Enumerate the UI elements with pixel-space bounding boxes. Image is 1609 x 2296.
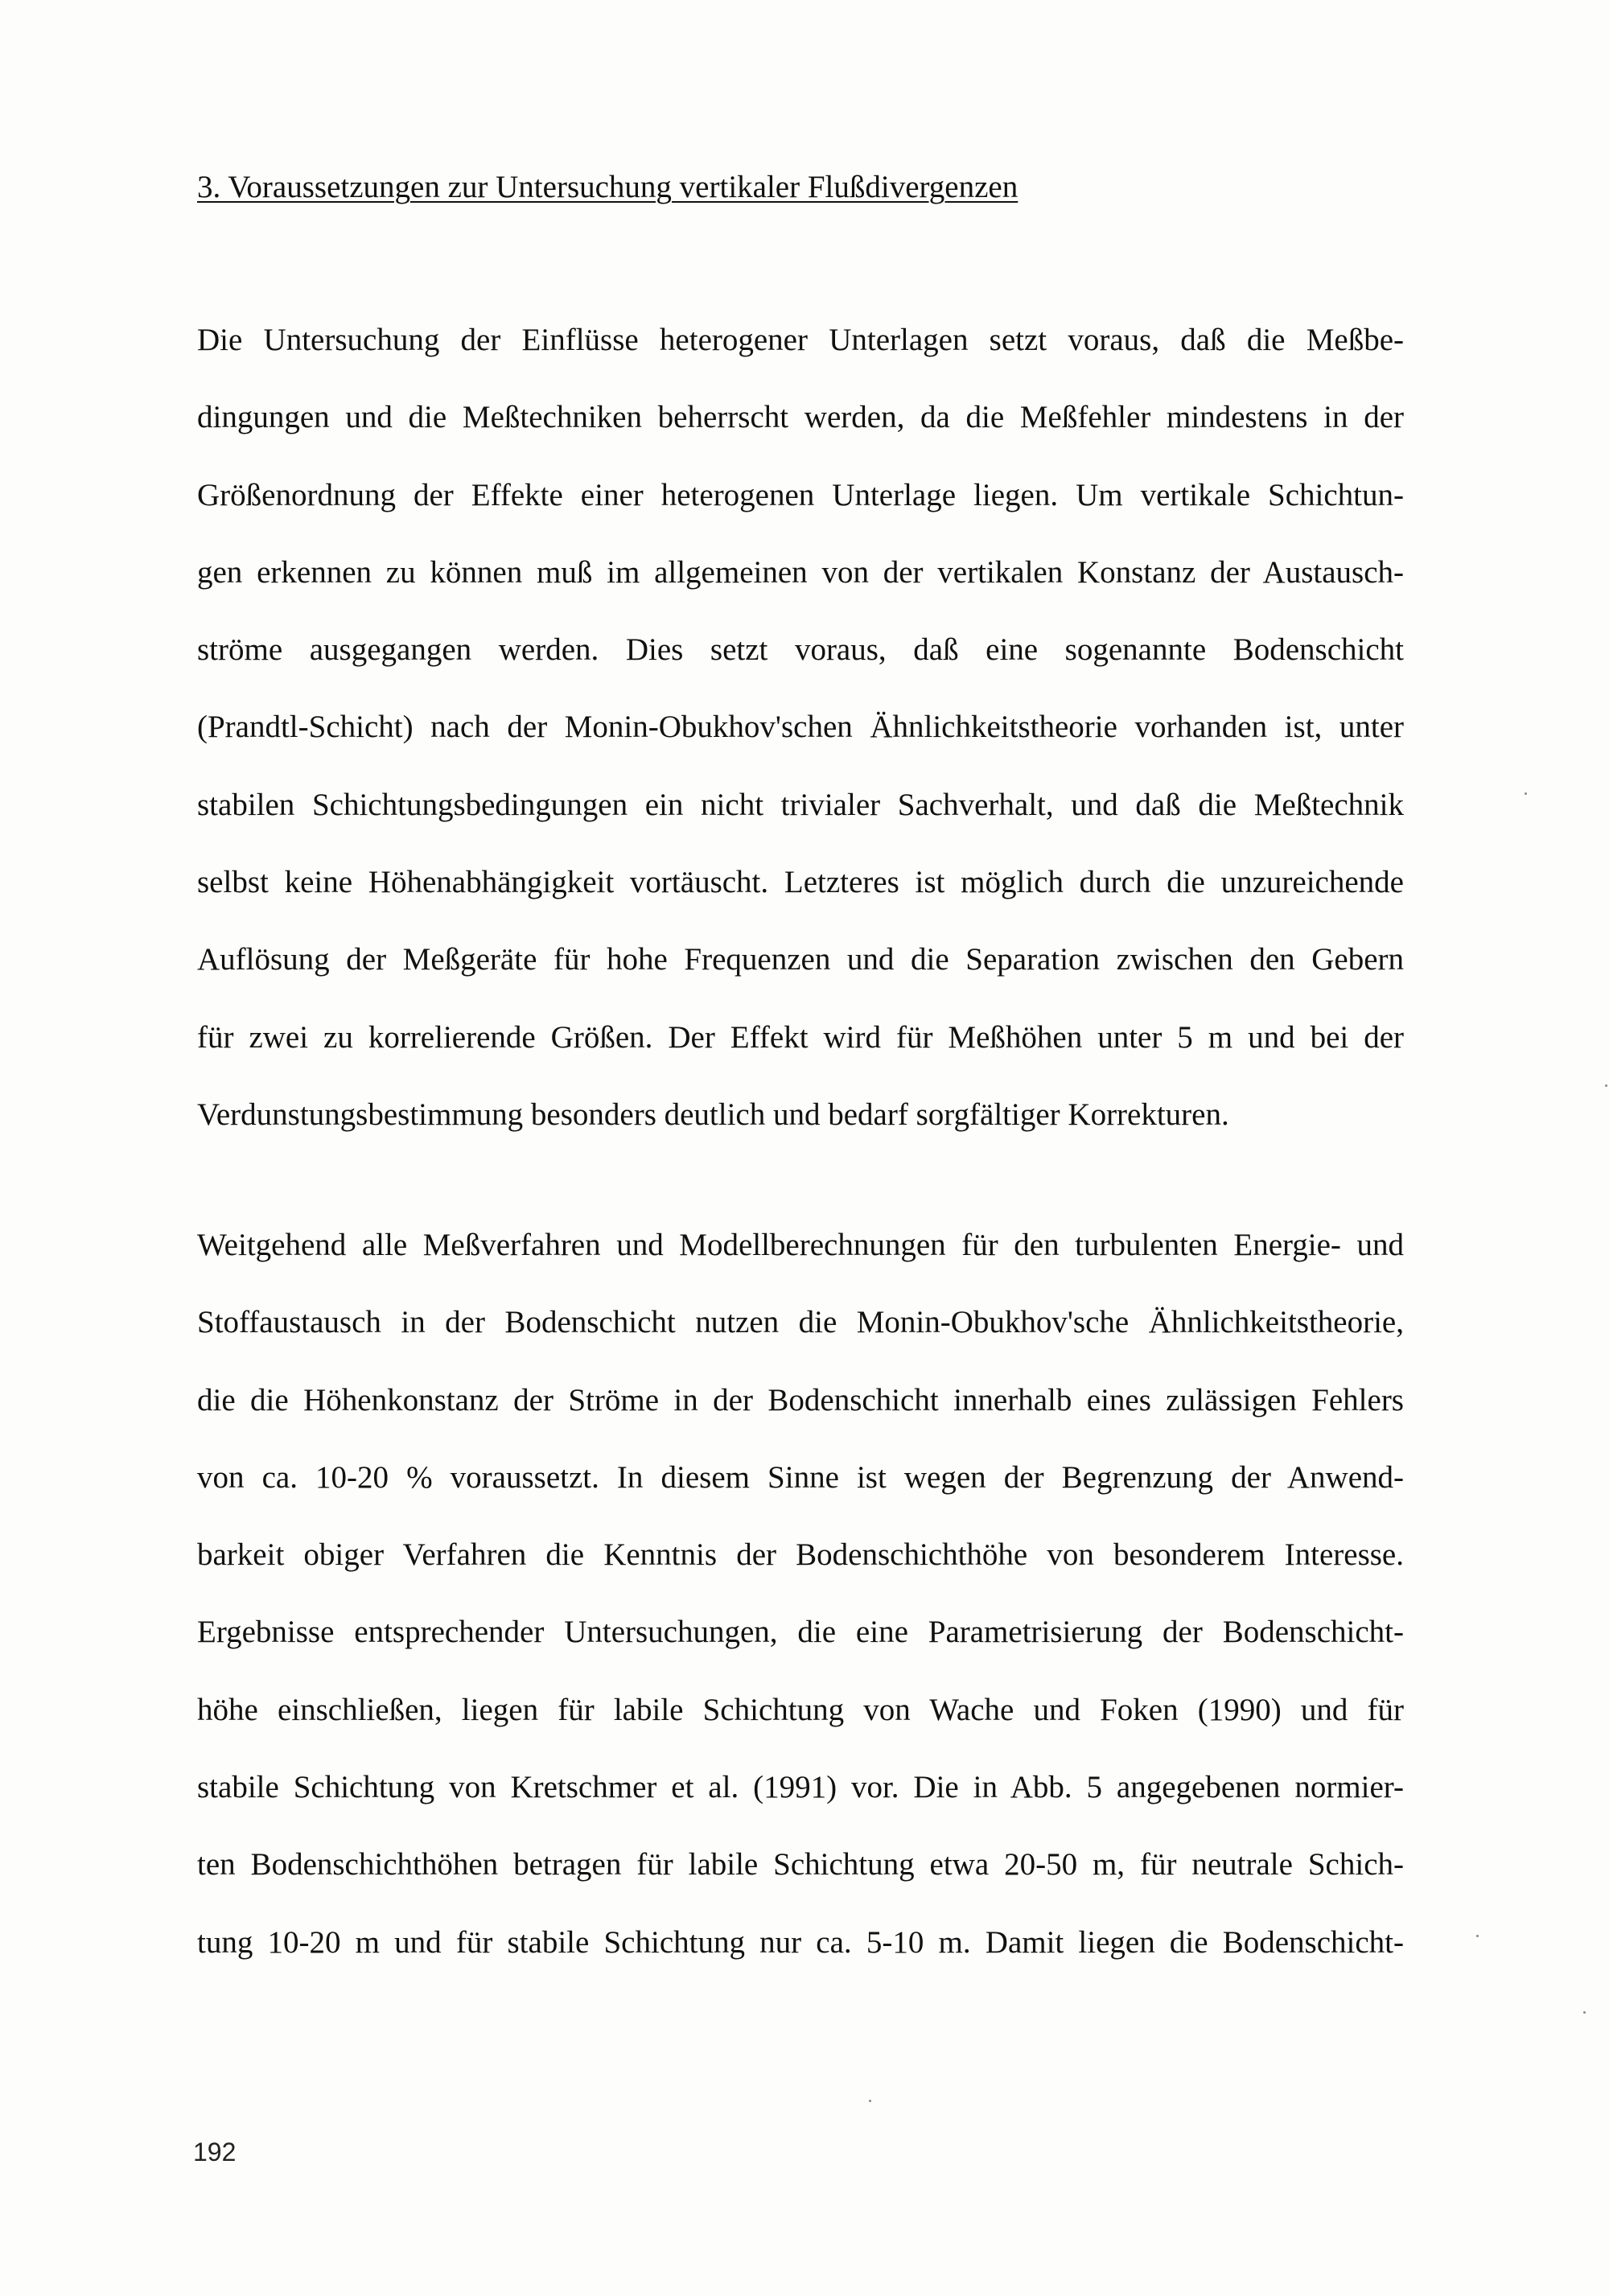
- page-number: 192: [193, 2138, 237, 2166]
- text-line: von ca. 10-20 % voraussetzt. In diesem Sinne ist wegen der Begrenzung der Anwend-: [197, 1459, 1404, 1495]
- text-line: ströme ausgegangen werden. Dies setzt voraus, daß eine sogenannte Bodenschicht: [197, 632, 1404, 668]
- scan-speck: [869, 2100, 871, 2102]
- text-line: Auflösung der Meßgeräte für hohe Frequenzen und die Separation zwischen den Gebern: [197, 942, 1404, 977]
- text-line: für zwei zu korrelierende Größen. Der Effekt wird für Meßhöhen unter 5 m und bei der: [197, 1019, 1404, 1055]
- text-line: barkeit obiger Verfahren die Kenntnis der Bodenschichthöhe von besonderem Interesse.: [197, 1537, 1404, 1573]
- text-line: gen erkennen zu können muß im allgemeinen von der vertikalen Konstanz der Austausch-: [197, 554, 1404, 590]
- text-line: selbst keine Höhenabhängigkeit vortäuscht. Letzteres ist möglich durch die unzureichende: [197, 865, 1404, 900]
- text-line: Verdunstungsbestimmung besonders deutlich und bedarf sorgfältiger Korrekturen.: [197, 1097, 1229, 1132]
- text-line: (Prandtl-Schicht) nach der Monin-Obukhov'schen Ähnlichkeitstheorie vorhanden ist, unter: [197, 710, 1404, 745]
- scan-speck: [1583, 2011, 1586, 2014]
- text-line: stabile Schichtung von Kretschmer et al. (1991) vor. Die in Abb. 5 angegebenen normier-: [197, 1770, 1404, 1805]
- text-line: stabilen Schichtungsbedingungen ein nicht trivialer Sachverhalt, und daß die Meßtechnik: [197, 787, 1404, 822]
- paragraph-1: [197, 320, 1404, 1172]
- scan-speck: [1476, 1935, 1479, 1937]
- text-line: Weitgehend alle Meßverfahren und Modellberechnungen für den turbulenten Energie- und: [197, 1228, 1404, 1262]
- text-line: Ergebnisse entsprechender Untersuchungen, die eine Parametrisierung der Bodenschicht-: [197, 1615, 1404, 1650]
- text-line: höhe einschließen, liegen für labile Schichtung von Wache und Foken (1990) und für: [197, 1692, 1404, 1727]
- text-line: tung 10-20 m und für stabile Schichtung nur ca. 5-10 m. Damit liegen die Bodenschicht-: [197, 1924, 1404, 1960]
- text-line: Größenordnung der Effekte einer heterogenen Unterlage liegen. Um vertikale Schichtun-: [197, 477, 1404, 512]
- text-line: Stoffaustausch in der Bodenschicht nutzen die Monin-Obukhov'sche Ähnlichkeitstheorie,: [197, 1305, 1404, 1340]
- text-line: ten Bodenschichthöhen betragen für labile Schichtung etwa 20-50 m, für neutrale Schich-: [197, 1847, 1404, 1882]
- text-line: die die Höhenkonstanz der Ströme in der Bodenschicht innerhalb eines zulässigen Fehlers: [197, 1382, 1404, 1418]
- paragraph-2: [197, 1225, 1404, 2000]
- text-line: dingungen und die Meßtechniken beherrscht werden, da die Meßfehler mindestens in der: [197, 400, 1404, 435]
- text-line: Die Untersuchung der Einflüsse heterogener Unterlagen setzt voraus, daß die Meßbe-: [197, 323, 1404, 357]
- scan-speck: [1605, 1084, 1607, 1087]
- section-heading: 3. Voraussetzungen zur Untersuchung vertikaler Flußdivergenzen: [197, 170, 1018, 204]
- scan-speck: [1525, 792, 1527, 795]
